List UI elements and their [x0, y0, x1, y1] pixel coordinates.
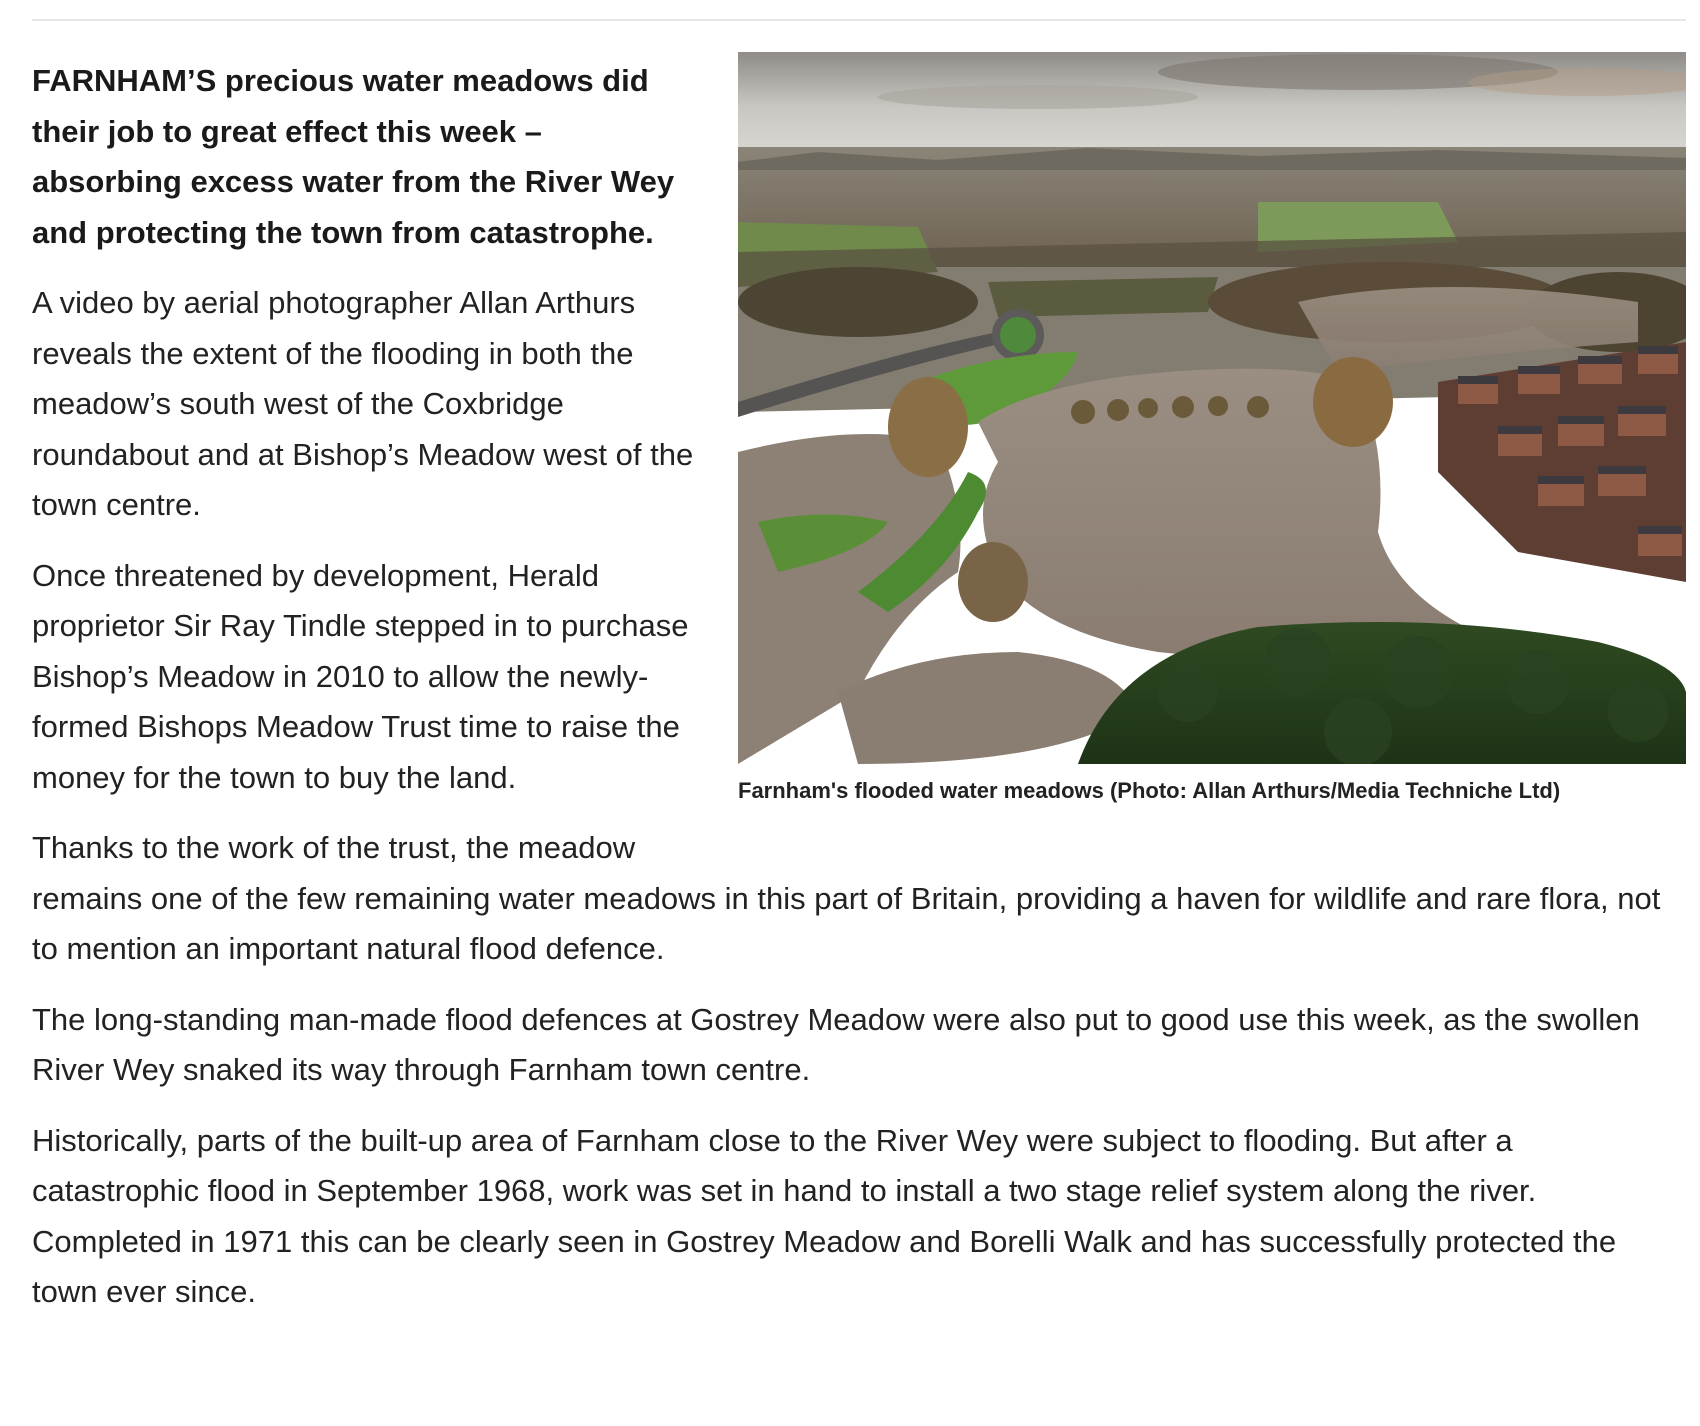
- body-paragraph-5: Historically, parts of the built-up area of Farnham close to the River Wey were subject to flooding. But after a catastrophic flood in September 1968, work was set in hand to install a two stage relief system along the river. Completed in 1971 this can be clearly seen in Gostrey Meadow and Borelli Walk and has successfully protected the town ever since.: [32, 1122, 1617, 1309]
- body-paragraph-3: Thanks to the work of the trust, the meadow remains one of the few remaining water meadows in this part of Britain, providing a haven for wildlife and rare flora, not to mention an important natural flood defence.: [32, 830, 1661, 966]
- body-paragraph-1: A video by aerial photographer Allan Arthurs reveals the extent of the flooding in both the meadow’s south west of the Coxbridge roundabout and at Bishop’s Meadow west of the town centre.: [32, 285, 694, 522]
- body-paragraph-2: Once threatened by development, Herald proprietor Sir Ray Tindle stepped in to purchase Bishop’s Meadow in 2010 to allow the newly-formed Bishops Meadow Trust time to raise the money for the town to buy the land.: [32, 557, 689, 795]
- article-figure: [738, 52, 1686, 806]
- body-paragraph-4: The long-standing man-made flood defences at Gostrey Meadow were also put to good use this week, as the swollen River Wey snaked its way through Farnham town centre.: [32, 1001, 1640, 1087]
- article-body: [32, 56, 1672, 1338]
- aerial-photo: [738, 52, 1686, 764]
- top-divider: [32, 19, 1686, 21]
- lead-paragraph: FARNHAM’S precious water meadows did their job to great effect this week – absorbing excess water from the River Wey and protecting the town from catastrophe.: [32, 63, 675, 250]
- photo-caption: Farnham's flooded water meadows (Photo: Allan Arthurs/Media Techniche Ltd): [738, 778, 1561, 803]
